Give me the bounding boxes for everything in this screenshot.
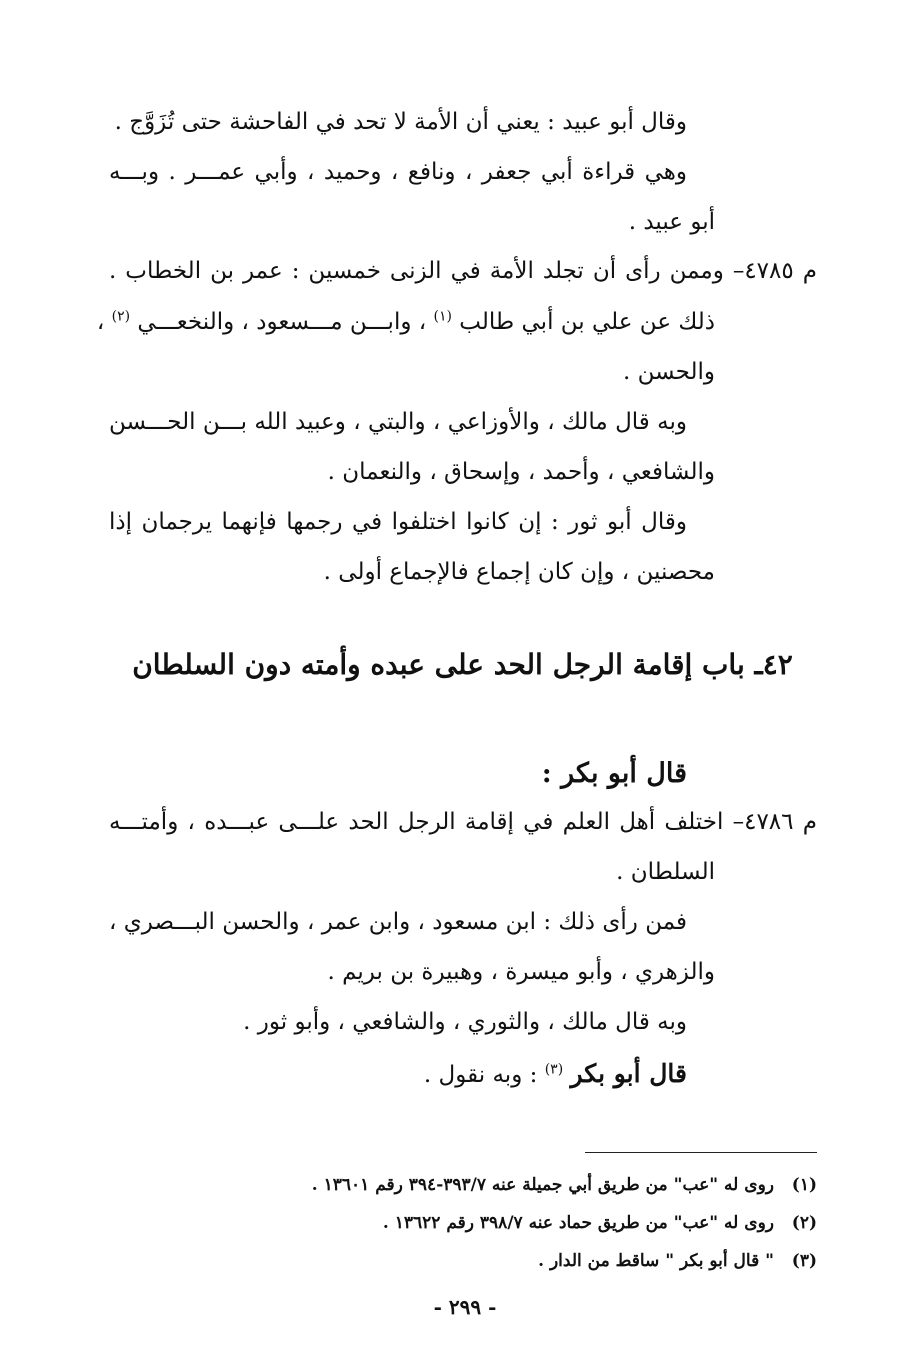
para5-line2: والزهري ، وأبو ميسرة ، وهبيرة بن بريم . <box>327 959 715 985</box>
para3-line2: والشافعي ، وأحمد ، وإسحاق ، والنعمان . <box>327 459 715 485</box>
entry-4785-line2-part1: ذلك عن علي بن أبي طالب <box>459 309 715 335</box>
para2-line1: وهي قراءة أبي جعفر ، ونافع ، وحميد ، وأبي عمـــر . وبـــه <box>109 159 687 185</box>
footnote-2 <box>383 1210 817 1236</box>
para2-line2: أبو عبيد . <box>628 209 715 235</box>
footnote-2-text: روى له "عب" من طريق حماد عنه ٣٩٨/٧ رقم ١٣٦٢٢ . <box>382 1213 774 1233</box>
sub-heading: قال أبو بكر : <box>541 758 687 789</box>
para7-line1 <box>424 1054 687 1095</box>
entry-4786-line2: السلطان . <box>616 859 715 885</box>
para4-line2: محصنين ، وإن كان إجماع فالإجماع أولى . <box>323 559 715 585</box>
footnote-1 <box>312 1172 817 1198</box>
entry-4785-line2-part3: ، <box>96 309 105 335</box>
abu-bakr-label: قال أبو بكر <box>570 1059 687 1088</box>
para3-line1: وبه قال مالك ، والأوزاعي ، والبتي ، وعبيد الله بـــن الحـــسن <box>109 409 687 435</box>
footnote-3-number: (٣) <box>791 1251 817 1271</box>
footnote-ref-1: (١) <box>433 308 452 325</box>
entry-4785-line2 <box>97 302 715 342</box>
footnote-ref-3: (٣) <box>544 1061 564 1078</box>
footnote-3 <box>538 1248 817 1274</box>
footnote-1-number: (١) <box>791 1175 817 1195</box>
entry-4785-line3: والحسن . <box>623 359 715 385</box>
para6-line1: وبه قال مالك ، والثوري ، والشافعي ، وأبو ثور . <box>243 1009 687 1035</box>
footnote-separator <box>585 1152 817 1153</box>
chapter-heading: ٤٢ـ باب إقامة الرجل الحد على عبده وأمته دون السلطان <box>132 648 793 681</box>
footnote-1-text: روى له "عب" من طريق أبي جميلة عنه ٣٩٣/٧-٣٩٤ رقم ١٣٦٠١ . <box>311 1175 774 1195</box>
para1-line1: وقال أبو عبيد : يعني أن الأمة لا تحد في الفاحشة حتى تُزَوَّج . <box>114 109 687 135</box>
entry-4785-line2-part2: ، وابـــن مـــسعود ، والنخعـــي <box>137 309 427 335</box>
footnote-ref-2: (٢) <box>111 308 131 325</box>
para4-line1: وقال أبو ثور : إن كانوا اختلفوا في رجمها فإنهما يرجمان إذا <box>109 509 687 535</box>
entry-4786-line1: م ٤٧٨٦– اختلف أهل العلم في إقامة الرجل الحد علـــى عبـــده ، وأمتـــه <box>109 809 817 835</box>
para7-rest: : وبه نقول . <box>423 1062 538 1088</box>
entry-4785-line1: م ٤٧٨٥– وممن رأى أن تجلد الأمة في الزنى خمسين : عمر بن الخطاب . <box>109 258 817 284</box>
footnote-3-text: " قال أبو بكر " ساقط من الدار . <box>538 1251 774 1271</box>
para5-line1: فمن رأى ذلك : ابن مسعود ، وابن عمر ، والحسن البـــصري ، <box>109 909 687 935</box>
footnote-2-number: (٢) <box>791 1213 817 1233</box>
page-number: - ٢٩٩ - <box>433 1295 497 1319</box>
